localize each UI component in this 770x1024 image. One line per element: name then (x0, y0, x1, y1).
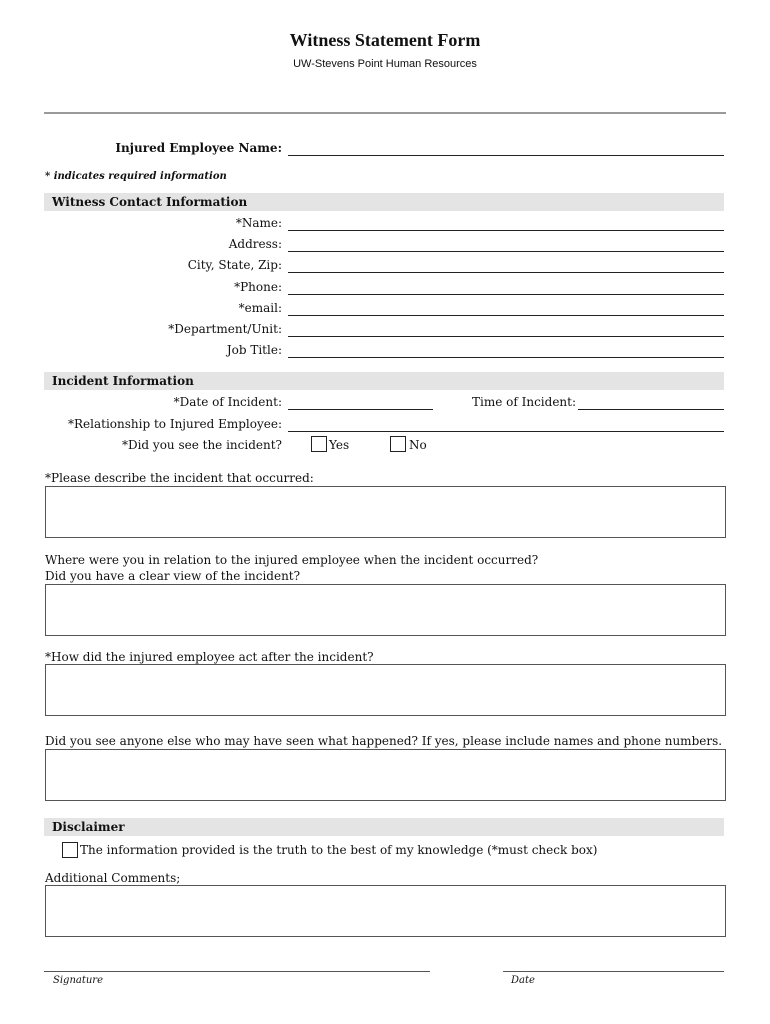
time-of-incident-field[interactable] (578, 409, 724, 410)
email-label: *email: (238, 301, 282, 315)
header-divider (44, 112, 726, 114)
form-title: Witness Statement Form (289, 30, 481, 50)
additional-comments-textarea[interactable] (45, 885, 726, 937)
relationship-field[interactable] (288, 431, 724, 432)
department-field[interactable] (288, 336, 724, 337)
saw-yes-label: Yes (329, 438, 350, 452)
other-witnesses-textarea[interactable] (45, 749, 726, 801)
city-state-zip-field[interactable] (288, 272, 724, 273)
saw-incident-label: *Did you see the incident? (121, 438, 282, 452)
required-note: * indicates required information (45, 171, 227, 182)
describe-incident-label: *Please describe the incident that occurred: (45, 471, 314, 485)
additional-comments-label: Additional Comments; (45, 871, 181, 885)
section-disclaimer-title: Disclaimer (52, 820, 125, 834)
location-question-label: Where were you in relation to the injured employee when the incident occurred? (45, 553, 539, 567)
job-title-field[interactable] (288, 357, 724, 358)
act-after-textarea[interactable] (45, 664, 726, 716)
witness-name-field[interactable] (288, 230, 724, 231)
date-of-incident-field[interactable] (288, 409, 433, 410)
act-after-label: *How did the injured employee act after the incident? (45, 650, 374, 664)
relationship-label: *Relationship to Injured Employee: (68, 417, 282, 431)
witness-name-label: *Name: (235, 216, 282, 230)
email-field[interactable] (288, 315, 724, 316)
disclaimer-statement: The information provided is the truth to the best of my knowledge (*must check box) (80, 843, 598, 857)
phone-label: *Phone: (234, 280, 282, 294)
injured-employee-label: Injured Employee Name: (115, 141, 282, 155)
signature-line[interactable] (44, 971, 430, 972)
date-of-incident-label: *Date of Incident: (173, 395, 282, 409)
saw-no-label: No (409, 438, 427, 452)
section-incident-info-title: Incident Information (52, 374, 194, 388)
address-label: Address: (228, 237, 282, 251)
section-witness-contact (44, 193, 724, 211)
form-subtitle: UW-Stevens Point Human Resources (293, 58, 477, 70)
saw-yes-checkbox[interactable] (311, 436, 327, 452)
time-of-incident-label: Time of Incident: (472, 395, 577, 409)
city-state-zip-label: City, State, Zip: (187, 258, 282, 272)
address-field[interactable] (288, 251, 724, 252)
phone-field[interactable] (288, 294, 724, 295)
saw-no-checkbox[interactable] (390, 436, 406, 452)
section-witness-contact-title: Witness Contact Information (52, 195, 248, 209)
section-disclaimer (44, 818, 724, 836)
job-title-label: Job Title: (226, 343, 282, 357)
signature-label: Signature (53, 975, 104, 986)
clear-view-question-label: Did you have a clear view of the incident? (45, 569, 301, 583)
disclaimer-checkbox[interactable] (62, 842, 78, 858)
describe-incident-textarea[interactable] (45, 486, 726, 538)
injured-employee-field[interactable] (288, 155, 724, 156)
other-witnesses-label: Did you see anyone else who may have seen what happened? If yes, please include names and phone numbers. (45, 734, 723, 748)
section-incident-info (44, 372, 724, 390)
date-line[interactable] (503, 971, 724, 972)
location-textarea[interactable] (45, 584, 726, 636)
department-label: *Department/Unit: (168, 322, 282, 336)
date-label: Date (511, 975, 535, 986)
